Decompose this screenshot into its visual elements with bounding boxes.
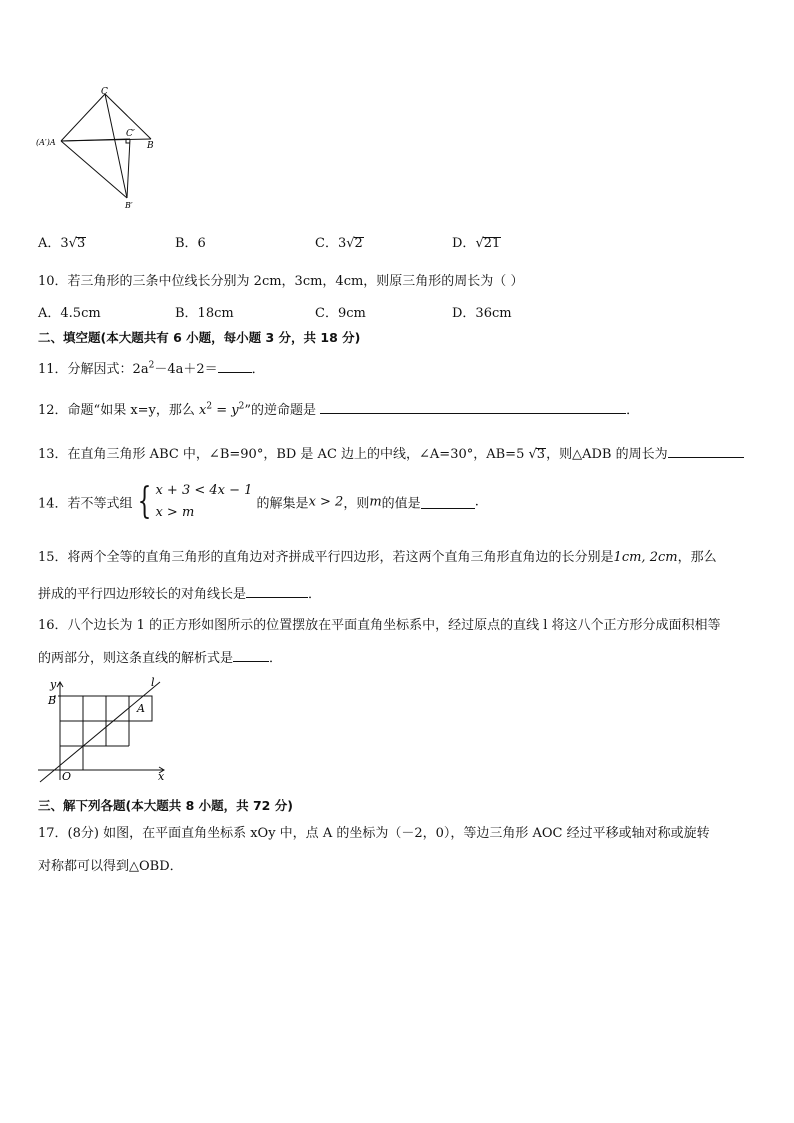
q12-sup-y: 2	[238, 401, 245, 412]
q9-option-c-text: C．3	[315, 236, 347, 251]
q14-answer-blank[interactable]	[421, 496, 475, 509]
q9-option-b-text: B．6	[175, 236, 206, 251]
q12-answer-blank[interactable]	[320, 401, 626, 414]
q12-x: x	[199, 403, 207, 418]
q13-text: 13．在直角三角形 ABC 中，∠B=90°，BD 是 AC 边上的中线，∠A=30°，AB=5	[38, 447, 525, 462]
q16-line2	[38, 647, 282, 666]
q11-prefix: 11．分解因式：2a	[38, 362, 149, 377]
fig16-label-x: x	[158, 770, 165, 783]
q11-answer-blank[interactable]	[218, 360, 252, 373]
q12-y: y	[231, 403, 239, 418]
q9-option-d-text: D．	[452, 236, 476, 251]
q11	[38, 358, 265, 377]
q14-system	[155, 480, 252, 524]
fig9-label-bprime: B′	[125, 201, 133, 210]
fig9-label-a: (A′)A	[36, 138, 56, 147]
q14-m: m	[369, 494, 382, 510]
q11-mid: －4a＋2＝	[154, 362, 218, 377]
q9-option-b[interactable]	[175, 232, 206, 251]
q12	[38, 399, 639, 418]
q15-line2-text: 拼成的平行四边形较长的对角线长是	[38, 587, 247, 602]
q15-answer-blank[interactable]	[246, 585, 308, 598]
q14-cond: x > 2	[308, 494, 344, 510]
q9-option-a-radicand: 3	[76, 236, 86, 251]
q9-option-a[interactable]: A．3√3	[38, 236, 86, 251]
q14-mid: 的解集是	[256, 496, 309, 512]
q15-line1	[38, 546, 717, 565]
q12-quote: ”的逆命题是	[244, 403, 317, 418]
q15-end: ．	[308, 587, 322, 602]
q13-end: ，则△ADB 的周长为	[546, 447, 668, 462]
q13-answer-blank[interactable]	[668, 445, 744, 458]
q15-line2	[38, 583, 321, 602]
q11-sup: 2	[148, 360, 155, 371]
q14-end: 的值是	[381, 496, 421, 512]
q10-option-d[interactable]: D．36cm	[452, 306, 512, 321]
q13-radicand: 3	[536, 447, 546, 462]
q14-brace: {	[137, 481, 151, 522]
q10-option-a[interactable]: A．4.5cm	[38, 306, 101, 321]
q10-option-c[interactable]: C．9cm	[315, 306, 366, 321]
q15-line1-text: 15．将两个全等的直角三角形的直角边对齐拼成平行四边形，若这两个直角三角形直角边的长分别是	[38, 550, 614, 565]
q9-option-d-radicand: 21	[483, 236, 501, 251]
q9-option-c-radicand: 2	[354, 236, 363, 251]
q9-option-a-text: A．3	[38, 236, 69, 251]
q10-option-b[interactable]: B．18cm	[175, 306, 234, 321]
q16-answer-blank[interactable]	[233, 649, 269, 662]
q14-dot: .	[474, 494, 479, 510]
q11-end: ．	[251, 362, 265, 377]
q16-line1: 16．八个边长为 1 的正方形如图所示的位置摆放在平面直角坐标系中，经过原点的直线 l 将这八个正方形分成面积相等	[38, 618, 721, 633]
q17-line1: 17．(8分) 如图，在平面直角坐标系 xOy 中，点 A 的坐标为（－2，0），等边三角形 AOC 经过平移或轴对称或旋转	[38, 826, 710, 841]
q9-figure	[34, 86, 164, 212]
fig16-label-a: A	[137, 702, 145, 715]
q14-line2: x > m	[155, 505, 195, 520]
q14-mid2: ，则	[343, 496, 370, 512]
q12-sup-x: 2	[206, 401, 213, 412]
fig16-label-y: y	[50, 678, 57, 691]
section-3-heading: 三、解下列各题(本大题共 8 小题，共 72 分)	[38, 798, 293, 813]
fig9-label-cprime: C′	[126, 129, 135, 139]
q12-eq: =	[212, 403, 232, 418]
q14-prefix: 14．若不等式组	[38, 496, 133, 512]
fig9-label-b: B	[147, 141, 154, 151]
q16-line2-text: 的两部分，则这条直线的解析式是	[38, 651, 234, 666]
q13: 13．在直角三角形 ABC 中，∠B=90°，BD 是 AC 边上的中线，∠A=30°，AB=5 √3，则△ADB 的周长为	[38, 443, 744, 462]
fig16-label-b: B	[48, 694, 57, 707]
q14	[38, 480, 479, 524]
q14-line1: x + 3 < 4x − 1	[155, 483, 253, 498]
q15-units: 1cm, 2cm	[613, 550, 678, 565]
q16-end: ．	[269, 651, 283, 666]
q17-line2: 对称都可以得到△OBD．	[38, 859, 183, 874]
q12-end: ．	[626, 403, 640, 418]
q9-option-c[interactable]: C．3√2	[315, 236, 363, 251]
fig16-label-l: l	[151, 676, 155, 689]
q12-prefix: 12．命题“如果 x=y，那么	[38, 403, 195, 418]
q9-option-d[interactable]: D．√21	[452, 236, 501, 251]
q10-stem: 10．若三角形的三条中位线长分别为 2cm，3cm，4cm，则原三角形的周长为（ ）	[38, 274, 524, 289]
q16-figure	[34, 672, 174, 784]
fig16-label-o: O	[62, 770, 72, 783]
fig9-label-c: C	[101, 87, 108, 97]
q15-comma: ，那么	[677, 550, 717, 565]
section-2-heading: 二、填空题(本大题共有 6 小题，每小题 3 分，共 18 分)	[38, 330, 361, 345]
